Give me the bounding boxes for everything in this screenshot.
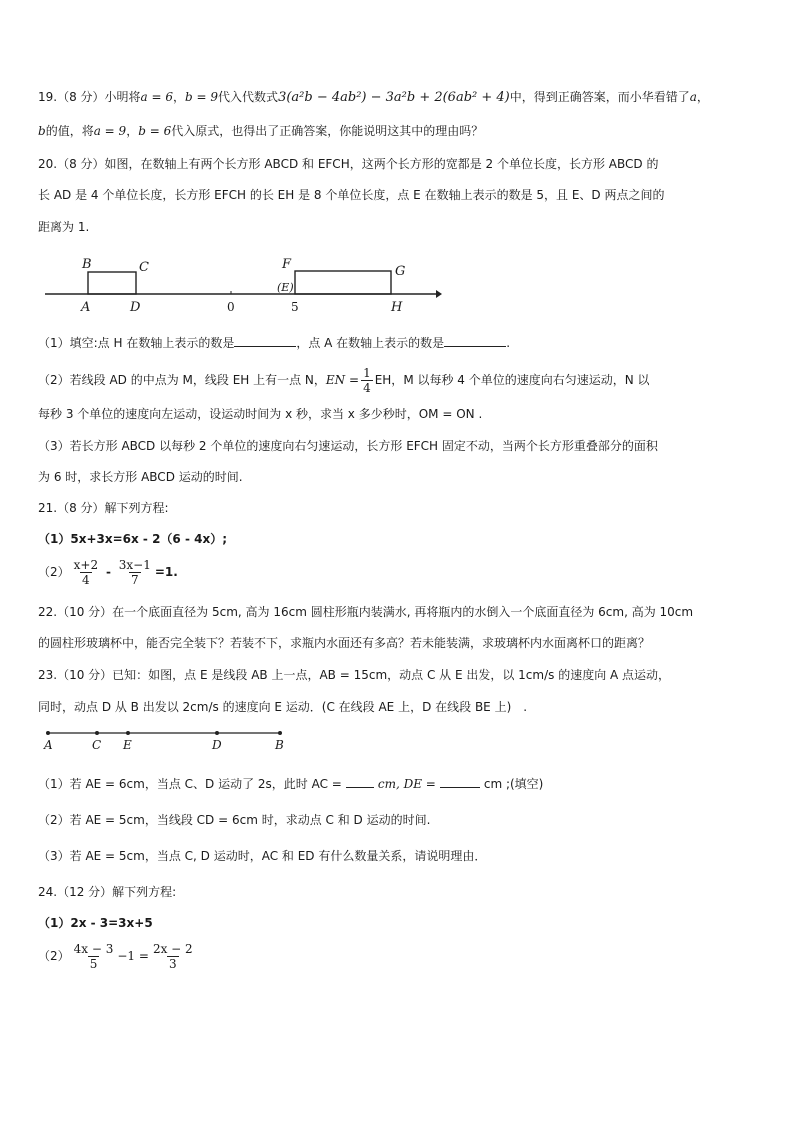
arrow-head-icon xyxy=(436,290,442,298)
point-D xyxy=(215,731,219,735)
fraction-2: $\frac{3x-1}{7}$ xyxy=(118,558,151,587)
label-C: C xyxy=(92,738,102,752)
q20-part2-line2: 每秒 3 个单位的速度向左运动，设运动时间为 x 秒，求当 x 多少秒时，OM = ON . xyxy=(38,407,483,421)
q19-expression: 3(a²b − 4ab²) − 3a²b + 2(6ab² + 4) xyxy=(278,90,510,105)
answer-blank-h[interactable] xyxy=(234,334,296,347)
q19-text-a: 19.（8 分）小明将 xyxy=(38,90,141,104)
q23-line2: 同时，动点 D 从 B 出发以 2cm/s 的速度向 E 运动．(C 在线段 AE 上，D 在线段 BE 上) . xyxy=(38,700,528,714)
q23-part1: （1）若 AE = 6cm，当点 C、D 运动了 2s，此时 AC = cm, DE = cm ;(填空) xyxy=(38,777,544,791)
label-H: H xyxy=(391,300,403,315)
label-A: A xyxy=(81,300,91,315)
label-G: G xyxy=(395,264,406,279)
label-D: D xyxy=(212,738,222,752)
label-D: D xyxy=(130,300,141,315)
q24-part1: （1）2x - 3=3x+5 xyxy=(38,916,153,930)
q19-text-b: 代入代数式 xyxy=(218,90,279,104)
answer-blank-ac[interactable] xyxy=(346,775,374,788)
point-C xyxy=(95,731,99,735)
q19-line2: b的值，将a = 9，b = 6代入原式，也得出了正确答案，你能说明这其中的理由吗？ xyxy=(38,124,484,138)
q23-line1: 23.（10 分）已知：如图，点 E 是线段 AB 上一点，AB = 15cm，动点 C 从 E 出发，以 1cm/s 的速度向 A 点运动， xyxy=(38,668,671,682)
q21-title: 21.（8 分）解下列方程: xyxy=(38,501,169,515)
label-F: F xyxy=(282,258,292,272)
q22-line1: 22.（10 分）在一个底面直径为 5cm, 高为 16cm 圆柱形瓶内装满水, 再将瓶内的水倒入一个底面直径为 6cm, 高为 10cm xyxy=(38,605,694,619)
point-E xyxy=(126,731,130,735)
q20-part3-line2: 为 6 时，求长方形 ABCD 运动的时间. xyxy=(38,470,243,484)
q20-number-line-figure xyxy=(40,258,460,318)
q20-line1: 20.（8 分）如图，在数轴上有两个长方形 ABCD 和 EFCH，这两个长方形的宽都是 2 个单位长度，长方形 ABCD 的 xyxy=(38,157,659,171)
label-E: (E) xyxy=(277,281,294,294)
q22-line2: 的圆柱形玻璃杯中，能否完全装下？若装不下，求瓶内水面还有多高？若未能装满，求玻璃杯内水面离杯口的距离？ xyxy=(38,636,651,650)
q24-part2: （2） $\frac{4x - 3}{5}$ −1 = $\frac{2x - 2}{3}$ xyxy=(38,942,193,971)
label-0: 0 xyxy=(227,300,235,314)
q21-part1: （1）5x+3x=6x - 2（6 - 4x）; xyxy=(38,532,227,546)
q20-part1: （1）填空:点 H 在数轴上表示的数是 ，点 A 在数轴上表示的数是 . xyxy=(38,336,511,350)
label-B: B xyxy=(82,258,92,272)
q19-line1: 19.（8 分）小明将a = 6，b = 9代入代数式3(a²b − 4ab²) − 3a²b + 2(6ab² + 4)中，得到正确答案，而小华看错了a， xyxy=(38,90,709,105)
rectangle-abcd xyxy=(88,272,136,294)
q21-part2: （2） $\frac{x+2}{4}$ - $\frac{3x-1}{7}$ =1. xyxy=(38,558,178,587)
q19-text-c: 中，得到正确答案，而小华看错了 xyxy=(509,90,690,104)
fraction-2: $\frac{2x - 2}{3}$ xyxy=(152,942,193,971)
q24-title: 24.（12 分）解下列方程: xyxy=(38,885,177,899)
rectangle-efgh xyxy=(295,271,391,294)
point-A xyxy=(46,731,50,735)
fraction-one-quarter: $\frac{1}{4}$ xyxy=(363,366,371,395)
q20-line3: 距离为 1. xyxy=(38,220,90,234)
fraction-1: $\frac{x+2}{4}$ xyxy=(73,558,99,587)
answer-blank-a[interactable] xyxy=(444,334,506,347)
label-5: 5 xyxy=(291,300,299,314)
answer-blank-de[interactable] xyxy=(440,775,480,788)
label-A: A xyxy=(44,738,53,752)
q19-b9: b = 9 xyxy=(185,90,219,104)
q19-a6: a = 6 xyxy=(140,90,174,104)
q23-segment-figure xyxy=(40,725,300,755)
fraction-1: $\frac{4x - 3}{5}$ xyxy=(73,942,114,971)
q20-part3-line1: （3）若长方形 ABCD 以每秒 2 个单位的速度向右匀速运动，长方形 EFCH 固定不动，当两个长方形重叠部分的面积 xyxy=(38,439,658,453)
label-E: E xyxy=(123,738,132,752)
q23-part2: （2）若 AE = 5cm，当线段 CD = 6cm 时，求动点 C 和 D 运动的时间. xyxy=(38,813,431,827)
q20-line2: 长 AD 是 4 个单位长度，长方形 EFCH 的长 EH 是 8 个单位长度，点 E 在数轴上表示的数是 5，且 E、D 两点之间的 xyxy=(38,188,665,202)
q20-part2-line1: （2）若线段 AD 的中点为 M，线段 EH 上有一点 N，EN = $\frac{1}{4}$ EH，M 以每秒 4 个单位的速度向右匀速运动，N 以 xyxy=(38,366,650,395)
point-B xyxy=(278,731,282,735)
q23-part3: （3）若 AE = 5cm，当点 C, D 运动时，AC 和 ED 有什么数量关系，请说明理由． xyxy=(38,849,487,863)
label-C: C xyxy=(139,260,149,275)
label-B: B xyxy=(275,738,284,752)
